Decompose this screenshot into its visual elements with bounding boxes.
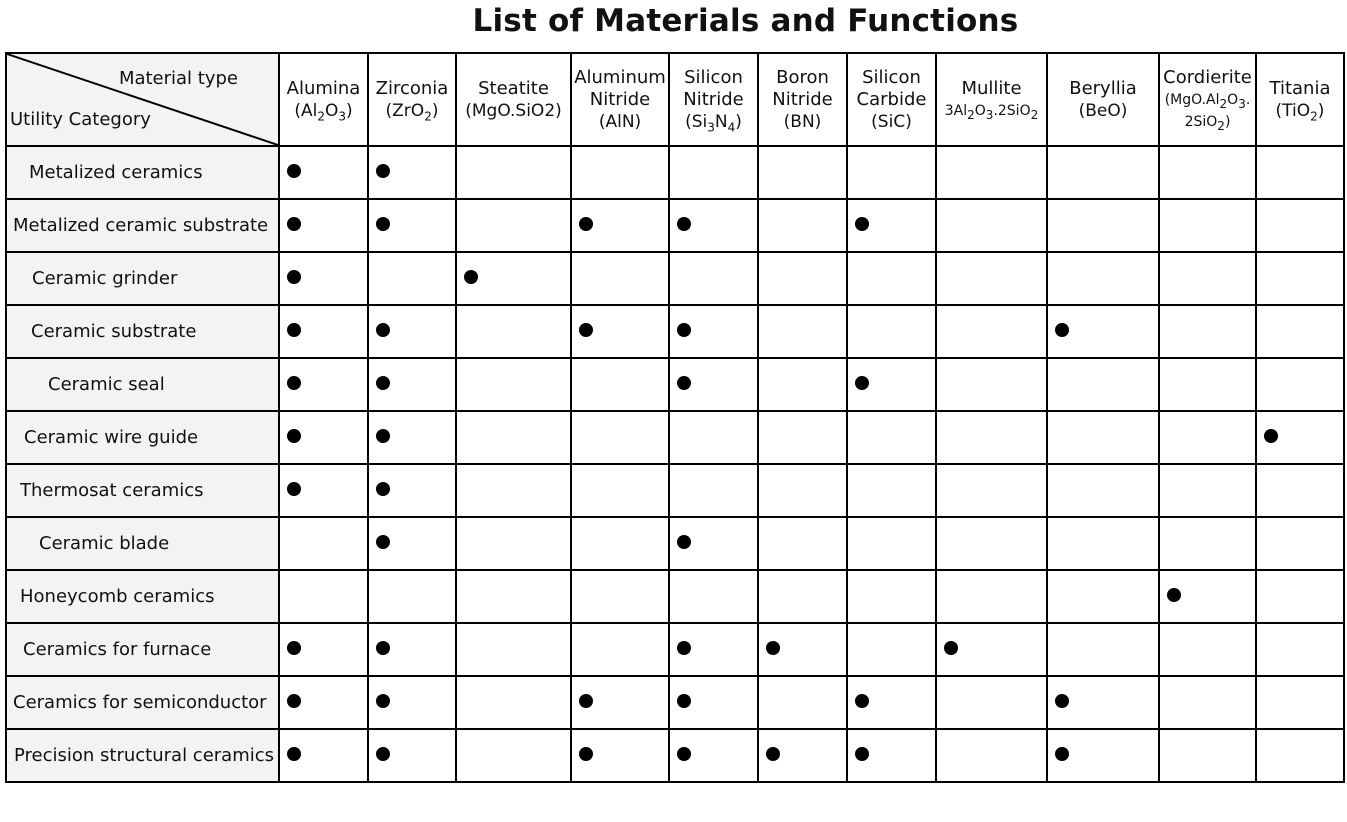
material-formula: (SiC) — [871, 111, 912, 132]
table-cell — [456, 252, 571, 305]
table-cell — [1047, 252, 1159, 305]
material-formula: (ZrO$_2$) — [385, 100, 439, 123]
table-cell — [1256, 623, 1344, 676]
table-cell — [1047, 305, 1159, 358]
table-cell — [1159, 517, 1256, 570]
material-formula: $(Al_2O_3)$ — [294, 100, 353, 123]
material-name: Silicon Carbide — [856, 66, 927, 110]
table-cell — [1159, 729, 1256, 782]
table-cell — [847, 676, 936, 729]
column-header-mullite — [936, 53, 1047, 146]
table-cell — [1256, 411, 1344, 464]
material-formula: (BN) — [783, 111, 822, 132]
table-cell — [279, 411, 368, 464]
material-name: Mullite — [961, 77, 1022, 99]
table-cell — [1256, 729, 1344, 782]
table-cell — [847, 464, 936, 517]
table-cell — [368, 411, 456, 464]
table-cell — [1256, 517, 1344, 570]
table-cell — [1159, 305, 1256, 358]
corner-header — [6, 53, 279, 146]
table-cell — [368, 252, 456, 305]
table-cell — [669, 517, 758, 570]
table-cell — [368, 464, 456, 517]
table-cell — [847, 623, 936, 676]
table-cell — [456, 305, 571, 358]
table-cell — [1159, 146, 1256, 199]
table-cell — [1047, 199, 1159, 252]
table-cell — [936, 199, 1047, 252]
material-name: Zirconia — [375, 77, 449, 99]
table-cell — [456, 358, 571, 411]
filled-circle-icon — [287, 694, 301, 708]
filled-circle-icon — [579, 747, 593, 761]
utility-category-label: Metalized ceramic substrate — [6, 199, 279, 252]
utility-category-label: Ceramic grinder — [6, 252, 279, 305]
filled-circle-icon — [1055, 323, 1069, 337]
table-cell — [456, 199, 571, 252]
filled-circle-icon — [376, 429, 390, 443]
filled-circle-icon — [464, 270, 478, 284]
filled-circle-icon — [1264, 429, 1278, 443]
table-row — [6, 305, 1344, 358]
table-row — [6, 729, 1344, 782]
column-header-zirconia — [368, 53, 456, 146]
table-row — [6, 464, 1344, 517]
table-cell — [936, 676, 1047, 729]
page-title: List of Materials and Functions — [472, 3, 1019, 39]
table-cell — [847, 411, 936, 464]
table-cell — [936, 252, 1047, 305]
material-name: Titania — [1269, 77, 1331, 99]
column-header-aluminum-nitride — [571, 53, 669, 146]
column-header-steatite — [456, 53, 571, 146]
filled-circle-icon — [376, 535, 390, 549]
table-cell — [669, 146, 758, 199]
material-formula: ($MgO.Al_2O_3$. 2SiO$_2$) — [1164, 91, 1251, 133]
table-cell — [1047, 623, 1159, 676]
filled-circle-icon — [287, 641, 301, 655]
table-cell — [456, 146, 571, 199]
table-cell — [936, 729, 1047, 782]
column-header-cordierite — [1159, 53, 1256, 146]
table-row — [6, 570, 1344, 623]
material-name: Aluminum Nitride — [574, 66, 666, 110]
table-cell — [936, 305, 1047, 358]
table-cell — [936, 623, 1047, 676]
material-name: Steatite — [478, 77, 549, 99]
table-cell — [758, 623, 847, 676]
table-cell — [1159, 623, 1256, 676]
filled-circle-icon — [579, 217, 593, 231]
table-cell — [1047, 729, 1159, 782]
table-row — [6, 411, 1344, 464]
table-cell — [571, 305, 669, 358]
column-header-silicon-nitride — [669, 53, 758, 146]
table-cell — [571, 570, 669, 623]
table-cell — [368, 358, 456, 411]
table-cell — [758, 464, 847, 517]
filled-circle-icon — [287, 164, 301, 178]
table-cell — [1256, 146, 1344, 199]
filled-circle-icon — [855, 747, 869, 761]
utility-category-label: Ceramic blade — [6, 517, 279, 570]
table-cell — [1256, 305, 1344, 358]
table-cell — [279, 517, 368, 570]
table-cell — [1047, 570, 1159, 623]
table-cell — [368, 676, 456, 729]
filled-circle-icon — [855, 217, 869, 231]
table-cell — [368, 146, 456, 199]
table-row — [6, 517, 1344, 570]
column-axis-label: Material type — [118, 68, 238, 89]
table-cell — [1159, 676, 1256, 729]
table-cell — [571, 411, 669, 464]
table-cell — [758, 305, 847, 358]
filled-circle-icon — [855, 376, 869, 390]
table-cell — [669, 464, 758, 517]
filled-circle-icon — [287, 747, 301, 761]
table-cell — [936, 517, 1047, 570]
table-cell — [1159, 464, 1256, 517]
table-cell — [936, 570, 1047, 623]
material-name: Alumina — [286, 77, 361, 99]
utility-category-label: Ceramic seal — [6, 358, 279, 411]
table-cell — [368, 570, 456, 623]
material-formula: (TiO$_2$) — [1275, 100, 1325, 123]
filled-circle-icon — [376, 694, 390, 708]
column-header-boron-nitride — [758, 53, 847, 146]
filled-circle-icon — [376, 641, 390, 655]
utility-category-label: Ceramic wire guide — [6, 411, 279, 464]
table-cell — [847, 305, 936, 358]
filled-circle-icon — [376, 164, 390, 178]
material-formula: $3Al_2O_3.2SiO_2$ — [944, 102, 1039, 122]
table-cell — [279, 570, 368, 623]
table-cell — [571, 464, 669, 517]
filled-circle-icon — [376, 482, 390, 496]
column-header-titania — [1256, 53, 1344, 146]
table-cell — [571, 676, 669, 729]
table-cell — [1159, 411, 1256, 464]
table-cell — [571, 146, 669, 199]
table-cell — [1047, 146, 1159, 199]
table-cell — [1159, 570, 1256, 623]
material-formula: (AlN) — [598, 111, 642, 132]
table-cell — [456, 517, 571, 570]
table-cell — [571, 623, 669, 676]
table-cell — [368, 729, 456, 782]
filled-circle-icon — [287, 482, 301, 496]
table-row — [6, 623, 1344, 676]
filled-circle-icon — [1055, 694, 1069, 708]
table-cell — [669, 570, 758, 623]
table-cell — [669, 358, 758, 411]
material-formula: (BeO) — [1078, 100, 1128, 121]
utility-category-label: Ceramic substrate — [6, 305, 279, 358]
material-name: Silicon Nitride — [683, 66, 744, 110]
column-header-alumina — [279, 53, 368, 146]
filled-circle-icon — [376, 323, 390, 337]
filled-circle-icon — [376, 376, 390, 390]
filled-circle-icon — [287, 429, 301, 443]
table-cell — [847, 199, 936, 252]
table-cell — [847, 517, 936, 570]
filled-circle-icon — [1167, 588, 1181, 602]
filled-circle-icon — [579, 694, 593, 708]
table-cell — [1047, 676, 1159, 729]
filled-circle-icon — [944, 641, 958, 655]
material-name: Boron Nitride — [772, 66, 833, 110]
table-cell — [279, 199, 368, 252]
table-cell — [669, 676, 758, 729]
table-cell — [936, 146, 1047, 199]
table-cell — [456, 729, 571, 782]
filled-circle-icon — [766, 641, 780, 655]
table-cell — [1047, 464, 1159, 517]
table-row — [6, 252, 1344, 305]
table-cell — [368, 517, 456, 570]
table-cell — [456, 623, 571, 676]
table-cell — [758, 252, 847, 305]
table-cell — [1256, 252, 1344, 305]
table-cell — [571, 199, 669, 252]
table-cell — [758, 358, 847, 411]
table-cell — [758, 570, 847, 623]
table-cell — [847, 252, 936, 305]
material-name: Cordierite — [1163, 66, 1252, 88]
table-cell — [571, 252, 669, 305]
table-cell — [758, 676, 847, 729]
filled-circle-icon — [287, 217, 301, 231]
filled-circle-icon — [287, 270, 301, 284]
table-cell — [936, 411, 1047, 464]
table-cell — [368, 199, 456, 252]
table-cell — [847, 146, 936, 199]
table-cell — [1256, 199, 1344, 252]
table-cell — [1256, 358, 1344, 411]
utility-category-label: Ceramics for furnace — [6, 623, 279, 676]
table-cell — [669, 305, 758, 358]
table-cell — [847, 358, 936, 411]
table-row — [6, 146, 1344, 199]
filled-circle-icon — [376, 747, 390, 761]
table-row — [6, 676, 1344, 729]
table-cell — [669, 411, 758, 464]
material-formula: $(Si_3N_4)$ — [685, 111, 742, 134]
table-cell — [1047, 358, 1159, 411]
table-cell — [758, 199, 847, 252]
filled-circle-icon — [855, 694, 869, 708]
filled-circle-icon — [677, 376, 691, 390]
table-cell — [936, 464, 1047, 517]
row-axis-label: Utility Category — [10, 109, 151, 130]
table-cell — [669, 252, 758, 305]
utility-category-label: Thermosat ceramics — [6, 464, 279, 517]
table-cell — [847, 729, 936, 782]
table-cell — [279, 146, 368, 199]
filled-circle-icon — [677, 323, 691, 337]
table-cell — [1159, 199, 1256, 252]
utility-category-label: Precision structural ceramics — [6, 729, 279, 782]
table-cell — [1256, 676, 1344, 729]
table-row — [6, 358, 1344, 411]
column-header-silicon-carbide — [847, 53, 936, 146]
table-cell — [571, 517, 669, 570]
table-cell — [279, 729, 368, 782]
table-cell — [279, 676, 368, 729]
table-cell — [758, 729, 847, 782]
filled-circle-icon — [677, 535, 691, 549]
table-cell — [758, 411, 847, 464]
filled-circle-icon — [287, 323, 301, 337]
column-header-beryllia — [1047, 53, 1159, 146]
table-cell — [1256, 570, 1344, 623]
material-formula: (MgO.SiO2) — [465, 100, 562, 121]
table-cell — [279, 358, 368, 411]
filled-circle-icon — [287, 376, 301, 390]
table-cell — [758, 146, 847, 199]
table-cell — [669, 199, 758, 252]
table-cell — [571, 358, 669, 411]
table-cell — [1159, 358, 1256, 411]
table-cell — [279, 623, 368, 676]
table-cell — [669, 623, 758, 676]
filled-circle-icon — [677, 217, 691, 231]
filled-circle-icon — [1055, 747, 1069, 761]
filled-circle-icon — [677, 747, 691, 761]
table-cell — [1047, 517, 1159, 570]
table-cell — [456, 411, 571, 464]
filled-circle-icon — [677, 641, 691, 655]
table-cell — [847, 570, 936, 623]
table-body — [6, 146, 1344, 782]
table-cell — [368, 623, 456, 676]
materials-table — [5, 52, 1345, 783]
table-cell — [669, 729, 758, 782]
material-name: Beryllia — [1069, 77, 1137, 99]
utility-category-label: Metalized ceramics — [6, 146, 279, 199]
utility-category-label: Ceramics for semiconductor — [6, 676, 279, 729]
table-row — [6, 199, 1344, 252]
table-cell — [1256, 464, 1344, 517]
table-cell — [456, 570, 571, 623]
table-cell — [279, 252, 368, 305]
filled-circle-icon — [579, 323, 593, 337]
table-cell — [456, 464, 571, 517]
table-cell — [279, 305, 368, 358]
filled-circle-icon — [677, 694, 691, 708]
table-cell — [456, 676, 571, 729]
table-cell — [279, 464, 368, 517]
table-cell — [936, 358, 1047, 411]
table-cell — [1159, 252, 1256, 305]
table-cell — [1047, 411, 1159, 464]
table-cell — [368, 305, 456, 358]
filled-circle-icon — [376, 217, 390, 231]
header-row — [6, 53, 1344, 146]
table-cell — [571, 729, 669, 782]
table-cell — [758, 517, 847, 570]
utility-category-label: Honeycomb ceramics — [6, 570, 279, 623]
filled-circle-icon — [766, 747, 780, 761]
